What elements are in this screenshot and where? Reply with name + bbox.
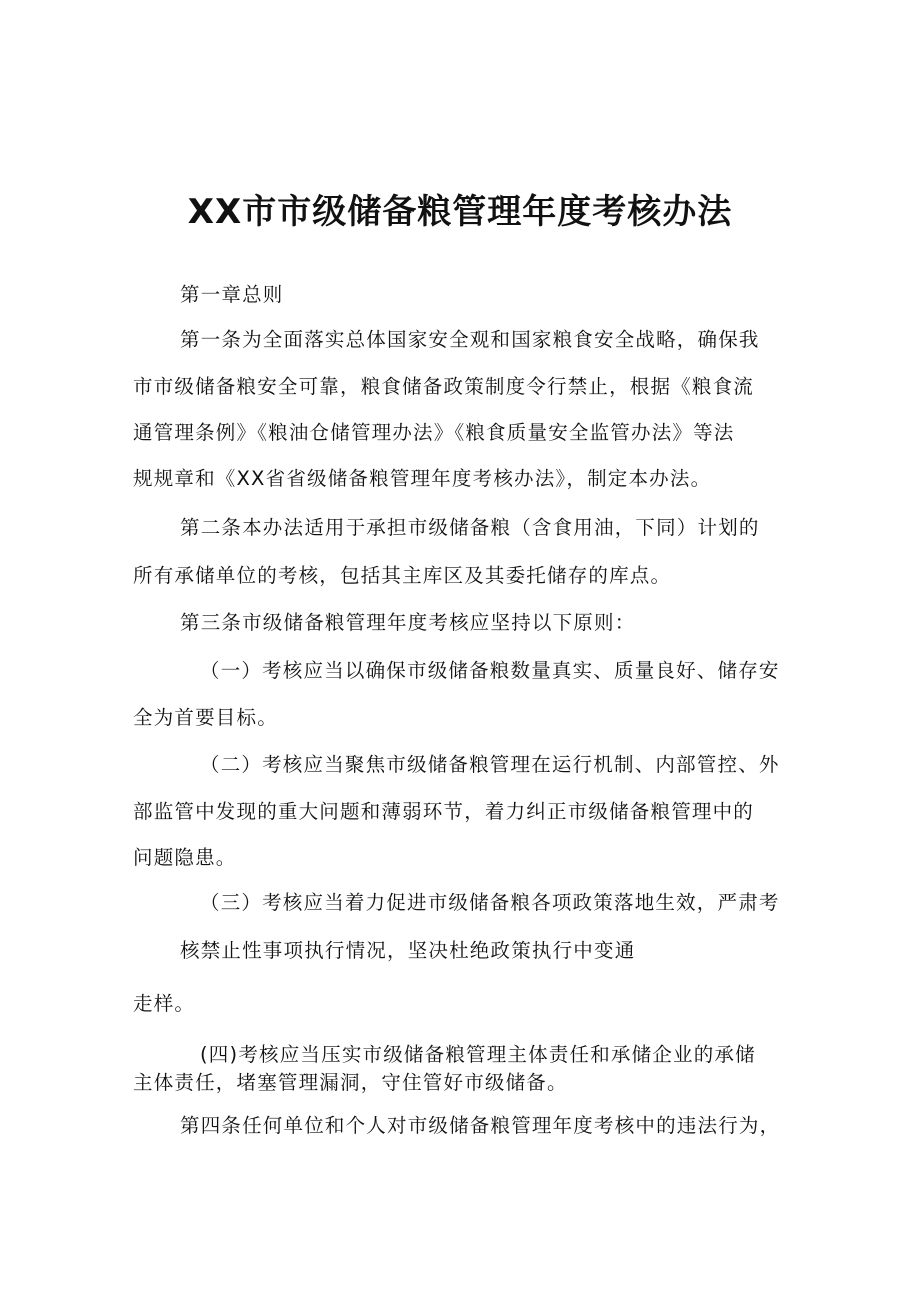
list-item-line: 全为首要目标。 <box>133 706 278 729</box>
paragraph-line: 所有承储单位的考核，包括其主库区及其委托储存的库点。 <box>133 564 672 587</box>
chapter-heading: 第一章总则 <box>180 283 284 306</box>
list-item-line: 走样。 <box>133 992 196 1015</box>
list-item-line: （一）考核应当以确保市级储备粮数量真实、质量良好、储存安 <box>200 659 780 682</box>
list-item-line: （二）考核应当聚焦市级储备粮管理在运行机制、内部管控、外 <box>200 753 780 776</box>
paragraph-line: 第一条为全面落实总体国家安全观和国家粮食安全战略，确保我 <box>180 328 760 351</box>
list-item-line: 核禁止性事项执行情况，坚决杜绝政策执行中变通 <box>180 939 636 962</box>
list-item-line: （三）考核应当着力促进市级储备粮各项政策落地生效，严肃考 <box>200 891 780 914</box>
list-item-line: 问题隐患。 <box>133 846 237 869</box>
document-title: XX市市级储备粮管理年度考核办法 <box>187 192 733 232</box>
paragraph-line: 通管理条例》《粮油仓储管理办法》《粮食质量安全监管办法》等法 <box>133 421 735 444</box>
paragraph-line: 第四条任何单位和个人对市级储备粮管理年度考核中的违法行为， <box>180 1114 781 1137</box>
list-item-line: (四)考核应当压实市级储备粮管理主体责任和承储企业的承储 <box>200 1043 756 1066</box>
paragraph-line: 第三条市级储备粮管理年度考核应坚持以下原则： <box>180 611 636 634</box>
paragraph-line: 市市级储备粮安全可靠，粮食储备政策制度令行禁止，根据《粮食流 <box>133 375 755 398</box>
list-item-line: 部监管中发现的重大问题和薄弱环节，着力纠正市级储备粮管理中的 <box>133 800 755 823</box>
paragraph-line: 第二条本办法适用于承担市级储备粮（含食用油，下同）计划的 <box>180 516 760 539</box>
list-item-line: 主体责任，堵塞管理漏洞，守住管好市级储备。 <box>133 1071 568 1094</box>
paragraph-line: 规规章和《XX省省级储备粮管理年度考核办法》，制定本办法。 <box>133 467 712 490</box>
